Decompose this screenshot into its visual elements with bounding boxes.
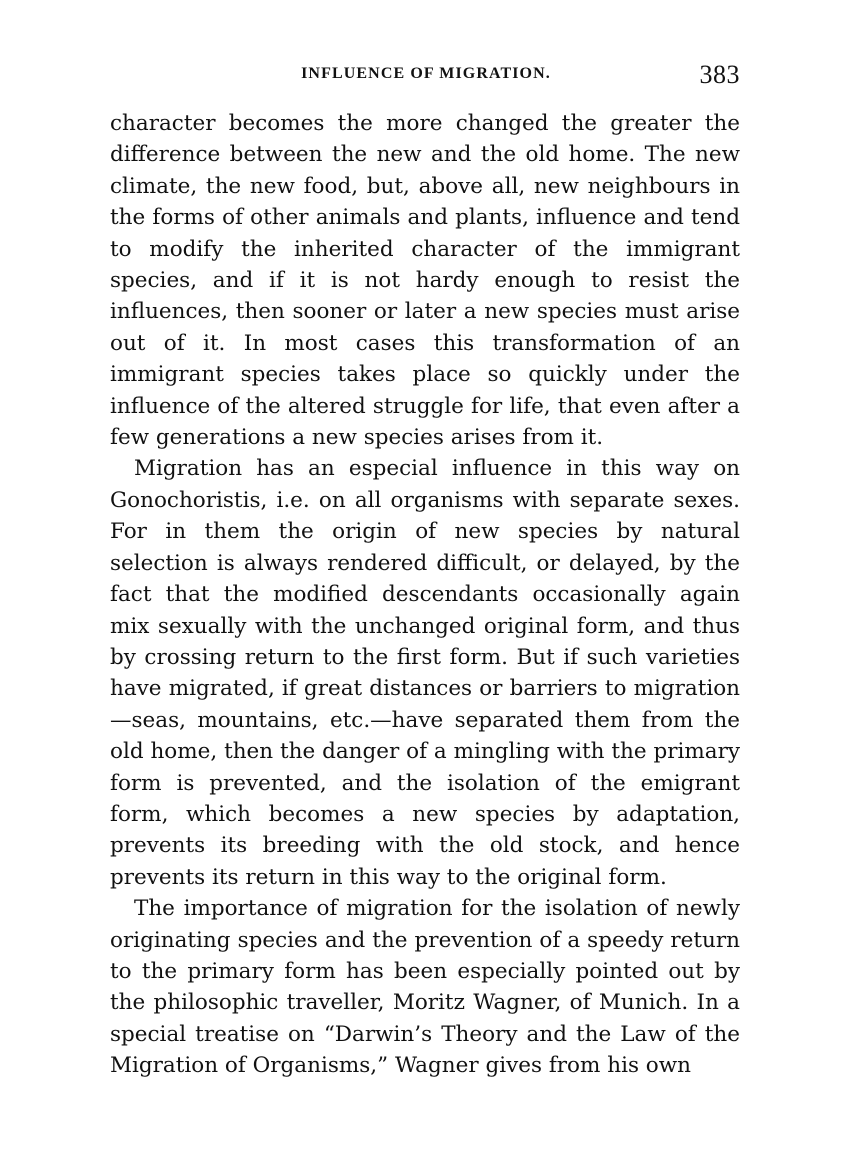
paragraph-3: The importance of migration for the isolation of newly originating species and the prevention of a speedy return to the primary form has been especially pointed out by the philosophic traveller, Moritz Wagner, of Munich. In a special treatise on “Darwin’s Theory and the Law of the Migration of Organisms,” Wagner gives from his own [110, 896, 740, 1079]
page-number: 383 [699, 60, 740, 89]
paragraph-1: character becomes the more changed the greater the difference between the new and the old home. The new climate, the new food, but, above all, new neighbours in the forms of other animals and plants, influence and tend to modify the inherited character of the immigrant species, and if it is not hardy enough to resist the influences, then sooner or later a new species must arise out of it. In most cases this transformation of an immigrant species takes place so quickly under the influence of the altered struggle for life, that even after a few generations a new species arises from it. [110, 111, 740, 451]
running-title: INFLUENCE OF MIGRATION. [301, 65, 551, 82]
running-head [112, 58, 740, 92]
body-text [110, 108, 740, 1082]
paragraph-2: Migration has an especial influence in this way on Gonochoristis, i.e. on all organisms with separate sexes. For in them the origin of new species by natural selection is always rendered difficult, or delayed, by the fact that the modified descendants occasionally again mix sexually with the unchanged original form, and thus by crossing return to the first form. But if such varieties have migrated, if great distances or barriers to migration—seas, mountains, etc.—have separated them from the old home, then the danger of a mingling with the primary form is prevented, and the isolation of the emigrant form, which becomes a new species by adaptation, prevents its breeding with the old stock, and hence prevents its return in this way to the original form. [110, 456, 740, 890]
